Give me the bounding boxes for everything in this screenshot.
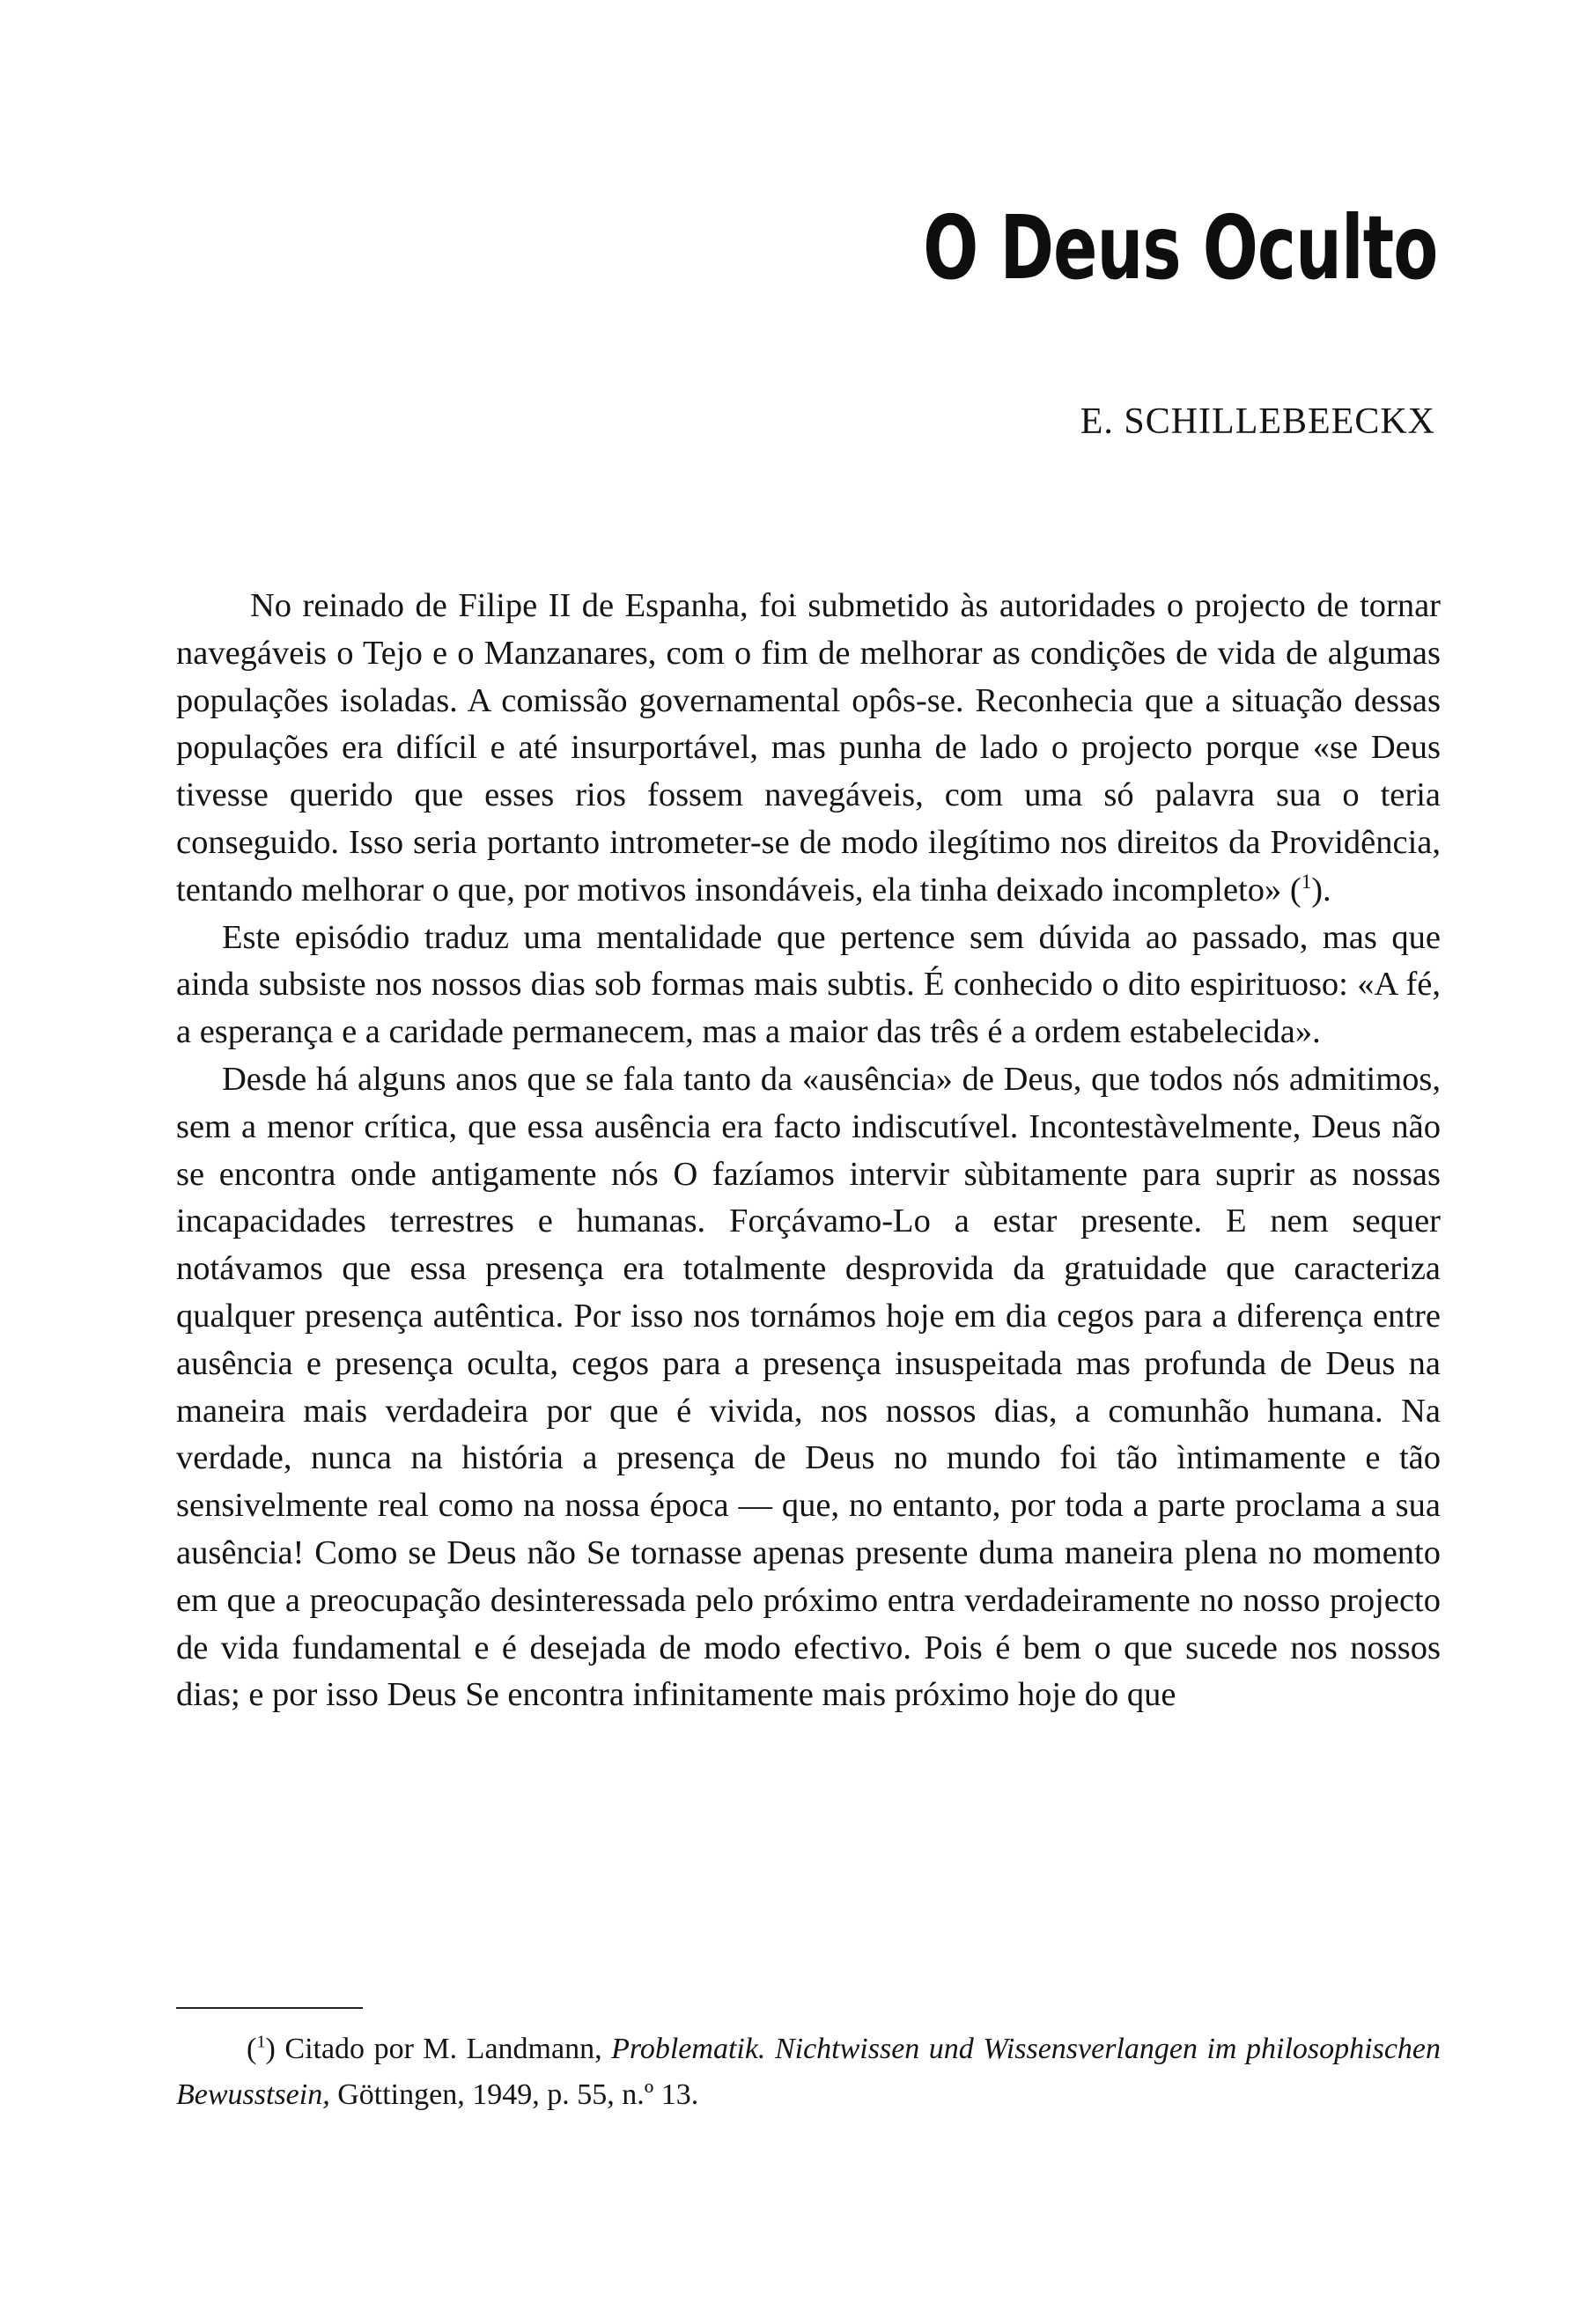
footnote-divider: [176, 2007, 363, 2009]
footnote-marker: 1: [256, 2032, 266, 2052]
article-body: [176, 583, 1441, 1719]
paragraph-3: Desde há alguns anos que se fala tanto da «ausência» de Deus, que todos nós admitimos, sem a menor crítica, que essa ausência era facto indiscutível. Incontestàvelmente, Deus não se encontra onde antigamente nós O fazíamos intervir sùbitamente para suprir as nossas incapacidades terrestres e humanas. Forçávamo-Lo a estar presente. E nem sequer notávamos que essa presença era totalmente desprovida da gratuidade que caracteriza qualquer presença autêntica. Por isso nos tornámos hoje em dia cegos para a diferença entre ausência e presença oculta, cegos para a presença insuspeitada mas profunda de Deus na maneira mais verdadeira por que é vivida, nos nossos dias, a comunhão humana. Na verdade, nunca na história a presença de Deus no mundo foi tão ìntimamente e tão sensivelmente real como na nossa época — que, no entanto, por toda a parte proclama a sua ausência! Como se Deus não Se tornasse apenas presente duma maneira plena no momento em que a preocupação desinteressada pelo próximo entra verdadeiramente no nosso projecto de vida fundamental e é desejada de modo efectivo. Pois é bem o que sucede nos nossos dias; e por isso Deus Se encontra infinitamente mais próximo hoje do que: [176, 1060, 1441, 1714]
footnote-reference: 1: [1301, 869, 1312, 893]
paragraph-1: [176, 583, 1441, 915]
paragraph-1-end: ).: [1311, 871, 1331, 908]
footnote-marker-close: ): [265, 2033, 276, 2065]
footnote-prefix: Citado por M. Landmann,: [284, 2033, 612, 2065]
footnote-book-title: Problematik. Nichtwissen und Wissensverlangen im philosophischen Bewusstsein,: [176, 2033, 1441, 2111]
paragraph-2: Este episódio traduz uma mentalidade que pertence sem dúvida ao passado, mas que ainda subsiste nos nossos dias sob formas mais subtis. É conhecido o dito espirituoso: «A fé, a esperança e a caridade permanecem, mas a maior das três é a ordem estabelecida».: [176, 918, 1441, 1051]
article-title: O Deus Oculto: [922, 196, 1437, 299]
footnote-suffix: Göttingen, 1949, p. 55, n.º 13.: [329, 2078, 699, 2111]
footnote: ($^1$) Citado por M. Landmann, Problematik. Nichtwissen und Wissensverlangen im philosophischen Bewusstsein, Göttingen, 1949, p. 55, n.º 13.: [176, 2032, 1441, 2111]
paragraph-1-text: No reinado de Filipe II de Espanha, foi submetido às autoridades o projecto de tornar navegáveis o Tejo e o Manzanares, com o fim de melhorar as condições de vida de algumas populações isoladas. A comissão governamental opôs-se. Reconhecia que a situação dessas populações era difícil e até insurportável, mas punha de lado o projecto porque «se Deus tivesse querido que esses rios fossem navegáveis, com uma só palavra sua o teria conseguido. Isso seria portanto intrometer-se de modo ilegítimo nos direitos da Providência, tentando melhorar o que, por motivos insondáveis, ela tinha deixado incompleto» (: [176, 587, 1441, 908]
article-author: E. SCHILLEBEECKX: [1080, 401, 1435, 442]
